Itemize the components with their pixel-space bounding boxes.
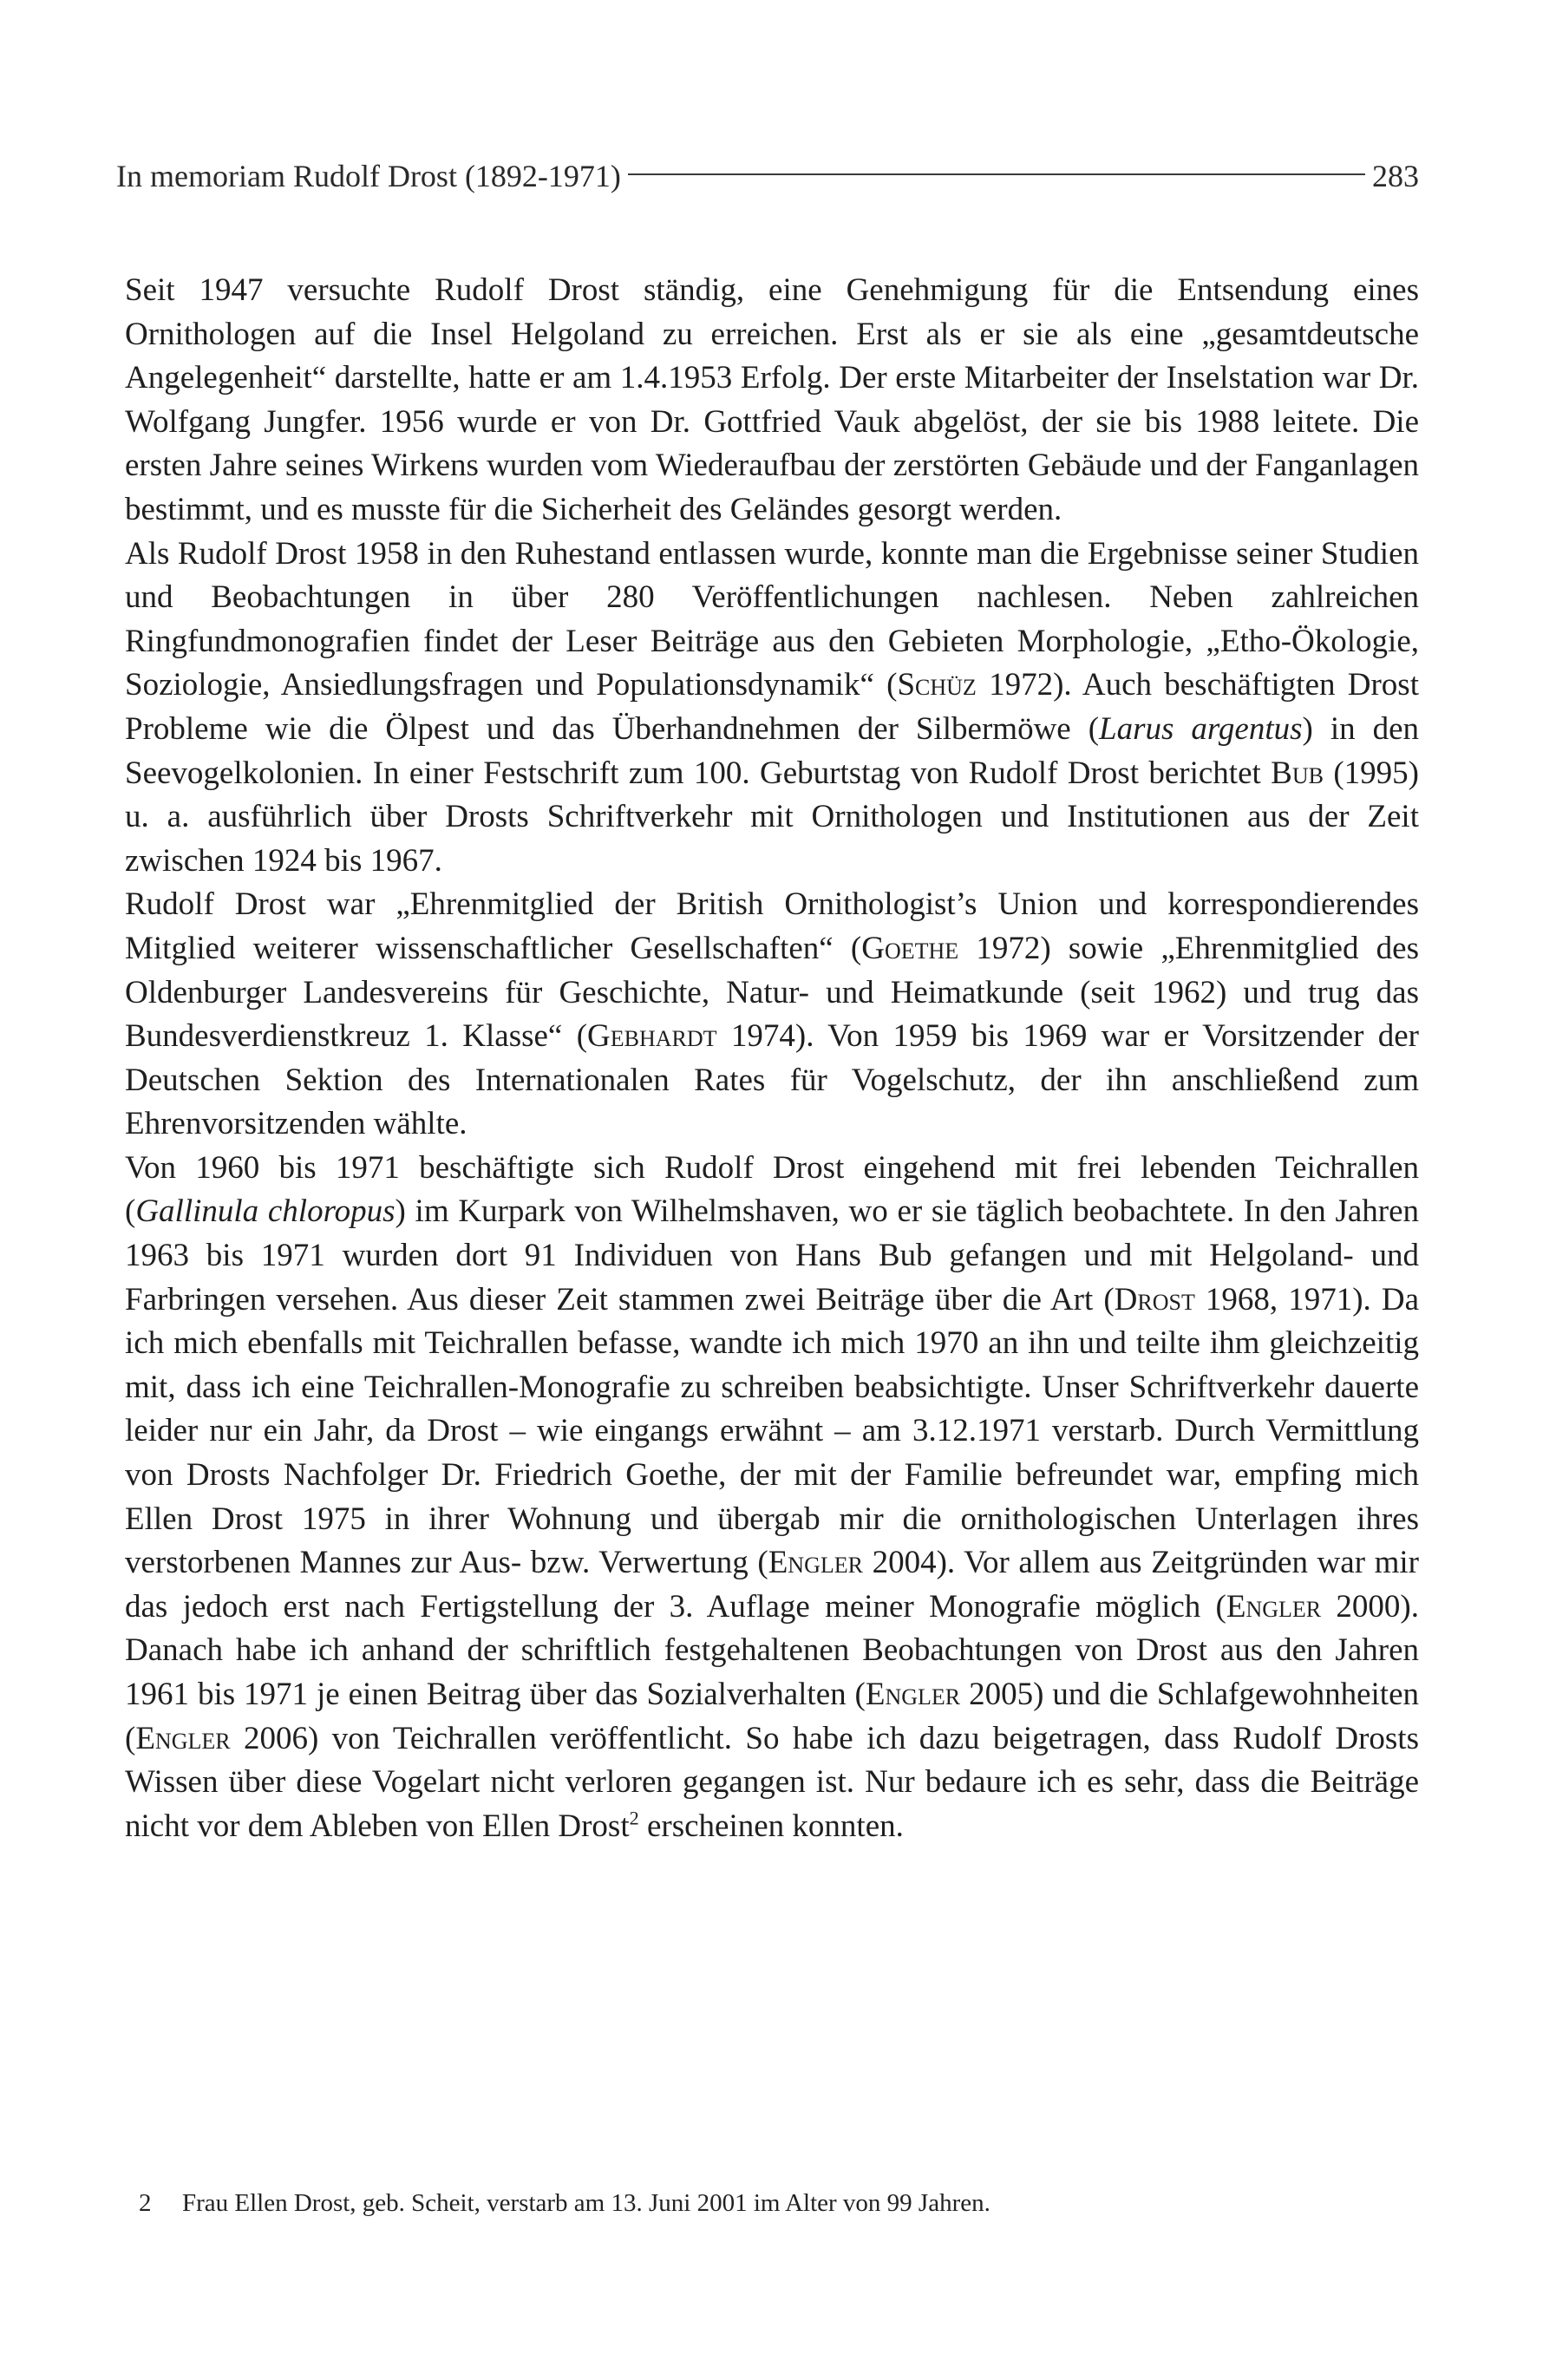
- paragraph: [125, 1147, 1419, 1849]
- footnote-number: 2: [139, 2189, 152, 2217]
- author-citation: Goethe: [861, 930, 959, 966]
- text-run: Von 1960 bis 1971 beschäftigte sich Rudolf Drost eingehend mit frei lebenden Teichrallen (: [125, 1149, 1419, 1230]
- species-name: Gallinula chloropus: [135, 1193, 396, 1230]
- text-run: ) im Kurpark von Wilhelmshaven, wo er sie täglich beobachtete. In den Jahren 1963 bis 1971 wurden dort 91 Individuen von Hans Bub gefangen und mit Helgoland- und Farbringen versehen. Aus dieser Zeit stammen zwei Beiträge über die Art (: [125, 1193, 1420, 1318]
- author-citation: Engler: [768, 1545, 863, 1581]
- author-citation: Bub: [1271, 755, 1324, 791]
- paragraph: [125, 533, 1419, 884]
- text-run: Seit 1947 versuchte Rudolf Drost ständig, eine Genehmigung für die Entsendung eines Ornithologen auf die Insel Helgoland zu erreichen. Erst als er sie als eine „gesamtdeutsche Angelegenheit“ darstellte, hatte er am 1.4.1953 Erfolg. Der erste Mitarbeiter der Inselstation war Dr. Wolfgang Jungfer. 1956 wurde er von Dr. Gottfried Vauk abgelöst, der sie bis 1988 leitete. Die ersten Jahre seines Wirkens wurden vom Wiederaufbau der zerstörten Gebäude und der Fanganlagen bestimmt, und es musste für die Sicherheit des Geländes gesorgt werden.: [125, 272, 1419, 527]
- text-run: 2005) und die Schlafgewohnheiten (: [125, 1677, 1419, 1756]
- text-run: 2004). Vor allem aus Zeitgründen war mir das jedoch erst nach Fertigstellung der 3. Auflage meiner Monografie möglich (: [125, 1545, 1419, 1625]
- text-run: 1974). Von 1959 bis 1969 war er Vorsitzender der Deutschen Sektion des Internationalen Rates für Vogelschutz, der ihn anschließend zum Ehrenvorsitzenden wählte.: [125, 1018, 1419, 1142]
- text-run: 2000). Danach habe ich anhand der schriftlich festgehaltenen Beobachtungen von Drost aus den Jahren 1961 bis 1971 je einen Beitrag über das Sozialverhalten (: [125, 1588, 1419, 1712]
- text-run: 2006) von Teichrallen veröffentlicht. So habe ich dazu beigetragen, dass Rudolf Drosts Wissen über diese Vogelart nicht verloren gegangen ist. Nur bedaure ich es sehr, dass die Beiträge nicht vor dem Ableben von Ellen Drost: [125, 1720, 1419, 1844]
- text-run: Als Rudolf Drost 1958 in den Ruhestand entlassen wurde, konnte man die Ergebnisse seiner Studien und Beobachtungen in über 280 Veröffentlichungen nachlesen. Neben zahlreichen Ringfundmonografien findet der Leser Beiträge aus den Gebieten Morphologie, „Etho-Ökologie, Soziologie, Ansiedlungsfragen und Populationsdynamik“ (: [125, 535, 1419, 703]
- author-citation: Engler: [1226, 1588, 1322, 1625]
- text-run: erscheinen konnten.: [638, 1808, 904, 1844]
- text-run: (1995) u. a. ausführlich über Drosts Schriftverkehr mit Ornithologen und Institutionen aus der Zeit zwischen 1924 bis 1967.: [125, 755, 1419, 879]
- running-header: [116, 154, 1419, 198]
- running-title: In memoriam Rudolf Drost (1892-1971): [116, 159, 621, 193]
- page-number: 283: [1372, 159, 1419, 193]
- text-run: ) in den Seevogelkolonien. In einer Festschrift zum 100. Geburtstag von Rudolf Drost berichtet: [125, 710, 1419, 791]
- author-citation: Gebhardt: [587, 1018, 717, 1055]
- author-citation: Engler: [135, 1720, 231, 1756]
- species-name: Larus argentus: [1099, 710, 1303, 747]
- footnote: [139, 2186, 1419, 2220]
- footnote-text: Frau Ellen Drost, geb. Scheit, verstarb am 13. Juni 2001 im Alter von 99 Jahren.: [182, 2189, 990, 2217]
- paragraph: [125, 269, 1419, 533]
- body-text: [125, 269, 1419, 1848]
- text-run: 1968, 1971). Da ich mich ebenfalls mit Teichrallen befasse, wandte ich mich 1970 an ihn und teilte ihm gleichzeitig mit, dass ich eine Teichrallen-Monografie zu schreiben beabsichtigte. Unser Schriftverkehr dauerte leider nur ein Jahr, da Drost – wie eingangs erwähnt – am 3.12.1971 verstarb. Durch Vermittlung von Drosts Nachfolger Dr. Friedrich Goethe, der mit der Familie befreundet war, empfing mich Ellen Drost 1975 in ihrer Wohnung und übergab mir die ornithologischen Unterlagen ihres verstorbenen Mannes zur Aus- bzw. Verwertung (: [125, 1281, 1419, 1581]
- footnote-ref: 2: [629, 1807, 639, 1829]
- text-run: 1972). Auch beschäftigten Drost Probleme wie die Ölpest und das Überhandnehmen der Silbermöwe (: [125, 667, 1419, 747]
- author-citation: Engler: [865, 1677, 961, 1712]
- header-rule: [628, 173, 1365, 175]
- author-citation: Schüz: [897, 667, 977, 703]
- author-citation: Drost: [1114, 1281, 1195, 1318]
- paragraph: [125, 883, 1419, 1147]
- text-run: 1972) sowie „Ehrenmitglied des Oldenburger Landesvereins für Geschichte, Natur- und Heimatkunde (seit 1962) und trug das Bundesverdienstkreuz 1. Klasse“ (: [125, 930, 1419, 1055]
- text-run: Rudolf Drost war „Ehrenmitglied der British Ornithologist’s Union und korrespondierendes Mitglied weiterer wissenschaftlicher Gesellschaften“ (: [125, 886, 1419, 966]
